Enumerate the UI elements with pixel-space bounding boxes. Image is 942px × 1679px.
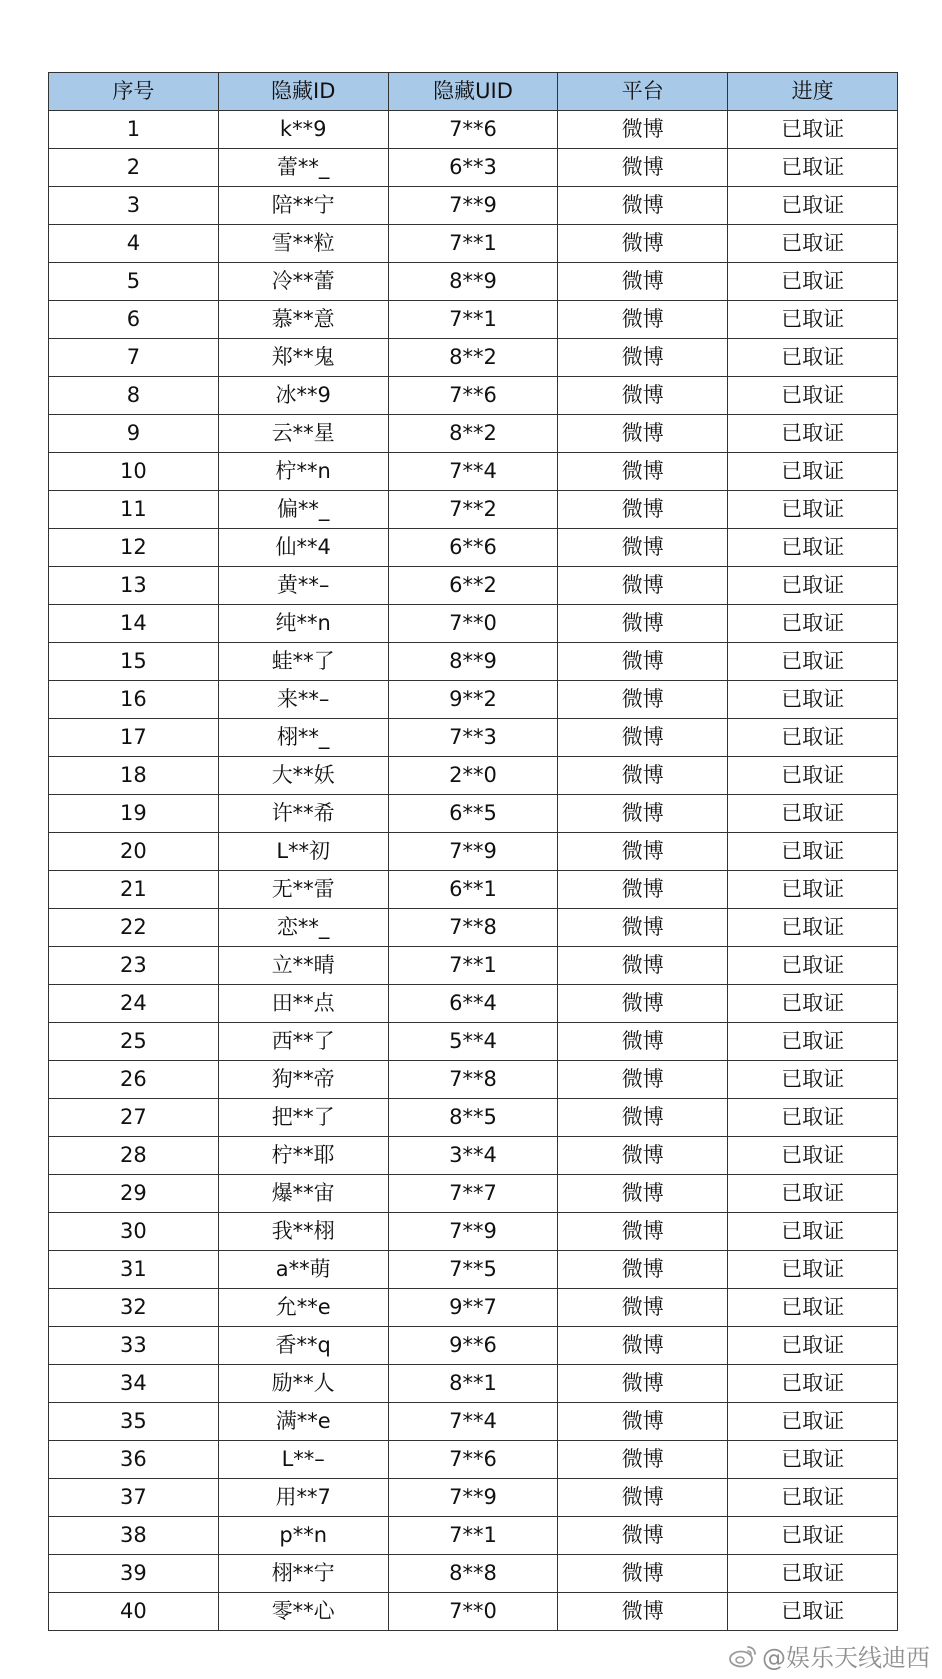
- table-row: [49, 453, 898, 491]
- cell-hidden-id: 励**人: [218, 1365, 388, 1403]
- table-row: [49, 1365, 898, 1403]
- cell-index: 30: [49, 1213, 219, 1251]
- cell-index: 34: [49, 1365, 219, 1403]
- cell-index: 8: [49, 377, 219, 415]
- cell-hidden-id: 西**了: [218, 1023, 388, 1061]
- cell-hidden-uid: 7**4: [388, 1403, 558, 1441]
- table-row: [49, 1479, 898, 1517]
- cell-index: 18: [49, 757, 219, 795]
- cell-hidden-id: 许**希: [218, 795, 388, 833]
- cell-progress: 已取证: [728, 1289, 898, 1327]
- cell-hidden-uid: 7**9: [388, 187, 558, 225]
- cell-hidden-uid: 8**2: [388, 339, 558, 377]
- cell-hidden-id: 满**e: [218, 1403, 388, 1441]
- cell-platform: 微博: [558, 909, 728, 947]
- table-row: [49, 1517, 898, 1555]
- header-platform: 平台: [558, 73, 728, 111]
- cell-platform: 微博: [558, 1593, 728, 1631]
- cell-index: 5: [49, 263, 219, 301]
- cell-index: 29: [49, 1175, 219, 1213]
- cell-hidden-uid: 8**9: [388, 643, 558, 681]
- cell-index: 1: [49, 111, 219, 149]
- cell-platform: 微博: [558, 1441, 728, 1479]
- cell-index: 28: [49, 1137, 219, 1175]
- cell-index: 17: [49, 719, 219, 757]
- table-row: [49, 1023, 898, 1061]
- table-row: [49, 225, 898, 263]
- cell-progress: 已取证: [728, 1593, 898, 1631]
- cell-progress: 已取证: [728, 795, 898, 833]
- cell-progress: 已取证: [728, 1023, 898, 1061]
- cell-index: 12: [49, 529, 219, 567]
- table-row: [49, 301, 898, 339]
- cell-progress: 已取证: [728, 1365, 898, 1403]
- cell-hidden-uid: 8**2: [388, 415, 558, 453]
- cell-hidden-id: 用**7: [218, 1479, 388, 1517]
- cell-platform: 微博: [558, 415, 728, 453]
- table-row: [49, 491, 898, 529]
- table-row: [49, 1403, 898, 1441]
- cell-progress: 已取证: [728, 415, 898, 453]
- cell-platform: 微博: [558, 1137, 728, 1175]
- cell-index: 15: [49, 643, 219, 681]
- cell-hidden-uid: 7**2: [388, 491, 558, 529]
- cell-progress: 已取证: [728, 1327, 898, 1365]
- cell-hidden-uid: 7**3: [388, 719, 558, 757]
- cell-progress: 已取证: [728, 377, 898, 415]
- cell-hidden-uid: 7**9: [388, 1479, 558, 1517]
- cell-index: 3: [49, 187, 219, 225]
- cell-platform: 微博: [558, 1365, 728, 1403]
- cell-progress: 已取证: [728, 567, 898, 605]
- cell-platform: 微博: [558, 1327, 728, 1365]
- cell-hidden-uid: 7**1: [388, 225, 558, 263]
- table-row: [49, 1441, 898, 1479]
- cell-hidden-uid: 6**3: [388, 149, 558, 187]
- cell-hidden-uid: 7**0: [388, 1593, 558, 1631]
- cell-hidden-id: 无**雷: [218, 871, 388, 909]
- cell-progress: 已取证: [728, 605, 898, 643]
- cell-hidden-id: L**–: [218, 1441, 388, 1479]
- cell-progress: 已取证: [728, 1251, 898, 1289]
- cell-hidden-uid: 9**6: [388, 1327, 558, 1365]
- table-row: [49, 757, 898, 795]
- cell-hidden-uid: 7**7: [388, 1175, 558, 1213]
- table-row: [49, 909, 898, 947]
- table-row: [49, 833, 898, 871]
- cell-progress: 已取证: [728, 529, 898, 567]
- cell-index: 36: [49, 1441, 219, 1479]
- table-row: [49, 187, 898, 225]
- cell-progress: 已取证: [728, 263, 898, 301]
- cell-hidden-uid: 7**9: [388, 1213, 558, 1251]
- cell-progress: 已取证: [728, 1441, 898, 1479]
- cell-index: 2: [49, 149, 219, 187]
- cell-index: 39: [49, 1555, 219, 1593]
- cell-hidden-uid: 7**1: [388, 947, 558, 985]
- cell-hidden-id: 蕾**_: [218, 149, 388, 187]
- cell-platform: 微博: [558, 605, 728, 643]
- cell-hidden-id: k**9: [218, 111, 388, 149]
- cell-platform: 微博: [558, 1213, 728, 1251]
- cell-hidden-uid: 7**0: [388, 605, 558, 643]
- table-row: [49, 1137, 898, 1175]
- cell-hidden-id: 陪**宁: [218, 187, 388, 225]
- cell-platform: 微博: [558, 871, 728, 909]
- cell-hidden-id: 黄**–: [218, 567, 388, 605]
- cell-index: 35: [49, 1403, 219, 1441]
- cell-hidden-id: 立**晴: [218, 947, 388, 985]
- header-progress: 进度: [728, 73, 898, 111]
- cell-hidden-uid: 6**5: [388, 795, 558, 833]
- table-body: [49, 111, 898, 1631]
- cell-index: 6: [49, 301, 219, 339]
- cell-hidden-id: 蛙**了: [218, 643, 388, 681]
- cell-hidden-id: 栩**宁: [218, 1555, 388, 1593]
- cell-hidden-id: 冰**9: [218, 377, 388, 415]
- cell-index: 10: [49, 453, 219, 491]
- cell-platform: 微博: [558, 149, 728, 187]
- cell-hidden-uid: 6**2: [388, 567, 558, 605]
- cell-index: 27: [49, 1099, 219, 1137]
- cell-progress: 已取证: [728, 187, 898, 225]
- cell-index: 19: [49, 795, 219, 833]
- cell-platform: 微博: [558, 795, 728, 833]
- cell-progress: 已取证: [728, 1175, 898, 1213]
- cell-index: 26: [49, 1061, 219, 1099]
- header-hidden-uid: 隐藏UID: [388, 73, 558, 111]
- cell-hidden-uid: 3**4: [388, 1137, 558, 1175]
- cell-hidden-uid: 8**9: [388, 263, 558, 301]
- cell-hidden-uid: 7**5: [388, 1251, 558, 1289]
- cell-index: 14: [49, 605, 219, 643]
- cell-hidden-uid: 9**7: [388, 1289, 558, 1327]
- header-index: 序号: [49, 73, 219, 111]
- cell-hidden-id: 纯**n: [218, 605, 388, 643]
- cell-platform: 微博: [558, 719, 728, 757]
- cell-progress: 已取证: [728, 1061, 898, 1099]
- cell-index: 4: [49, 225, 219, 263]
- cell-progress: 已取证: [728, 301, 898, 339]
- cell-hidden-uid: 5**4: [388, 1023, 558, 1061]
- cell-hidden-uid: 8**8: [388, 1555, 558, 1593]
- cell-hidden-id: 允**e: [218, 1289, 388, 1327]
- cell-hidden-uid: 6**6: [388, 529, 558, 567]
- cell-platform: 微博: [558, 1479, 728, 1517]
- cell-progress: 已取证: [728, 871, 898, 909]
- cell-progress: 已取证: [728, 339, 898, 377]
- cell-hidden-id: 狗**帝: [218, 1061, 388, 1099]
- cell-progress: 已取证: [728, 111, 898, 149]
- table-row: [49, 985, 898, 1023]
- table-row: [49, 719, 898, 757]
- cell-platform: 微博: [558, 985, 728, 1023]
- cell-index: 40: [49, 1593, 219, 1631]
- header-hidden-id: 隐藏ID: [218, 73, 388, 111]
- table-row: [49, 377, 898, 415]
- cell-hidden-id: 郑**鬼: [218, 339, 388, 377]
- cell-platform: 微博: [558, 225, 728, 263]
- cell-hidden-uid: 7**4: [388, 453, 558, 491]
- cell-hidden-uid: 7**6: [388, 111, 558, 149]
- cell-hidden-uid: 7**9: [388, 833, 558, 871]
- table-row: [49, 1593, 898, 1631]
- cell-index: 13: [49, 567, 219, 605]
- cell-hidden-uid: 7**6: [388, 1441, 558, 1479]
- table-row: [49, 149, 898, 187]
- cell-platform: 微博: [558, 947, 728, 985]
- cell-platform: 微博: [558, 187, 728, 225]
- cell-progress: 已取证: [728, 453, 898, 491]
- cell-platform: 微博: [558, 263, 728, 301]
- watermark: [728, 1638, 930, 1673]
- cell-platform: 微博: [558, 1555, 728, 1593]
- cell-hidden-id: 冷**蕾: [218, 263, 388, 301]
- cell-progress: 已取证: [728, 1099, 898, 1137]
- cell-progress: 已取证: [728, 1479, 898, 1517]
- cell-platform: 微博: [558, 529, 728, 567]
- cell-hidden-uid: 6**4: [388, 985, 558, 1023]
- cell-progress: 已取证: [728, 225, 898, 263]
- table-row: [49, 871, 898, 909]
- cell-hidden-id: 栩**_: [218, 719, 388, 757]
- cell-hidden-id: a**萌: [218, 1251, 388, 1289]
- cell-platform: 微博: [558, 1061, 728, 1099]
- table-row: [49, 339, 898, 377]
- cell-platform: 微博: [558, 1251, 728, 1289]
- cell-index: 38: [49, 1517, 219, 1555]
- cell-progress: 已取证: [728, 719, 898, 757]
- table-row: [49, 643, 898, 681]
- cell-hidden-id: 云**星: [218, 415, 388, 453]
- cell-index: 16: [49, 681, 219, 719]
- cell-platform: 微博: [558, 567, 728, 605]
- cell-platform: 微博: [558, 1517, 728, 1555]
- table-row: [49, 1251, 898, 1289]
- cell-platform: 微博: [558, 491, 728, 529]
- cell-platform: 微博: [558, 1099, 728, 1137]
- cell-hidden-id: 柠**耶: [218, 1137, 388, 1175]
- table-row: [49, 681, 898, 719]
- cell-index: 37: [49, 1479, 219, 1517]
- cell-progress: 已取证: [728, 681, 898, 719]
- table-row: [49, 1555, 898, 1593]
- cell-hidden-id: 雪**粒: [218, 225, 388, 263]
- table-row: [49, 529, 898, 567]
- cell-hidden-id: p**n: [218, 1517, 388, 1555]
- cell-progress: 已取证: [728, 1403, 898, 1441]
- cell-hidden-uid: 7**8: [388, 1061, 558, 1099]
- cell-hidden-id: 我**栩: [218, 1213, 388, 1251]
- cell-platform: 微博: [558, 1175, 728, 1213]
- table-row: [49, 605, 898, 643]
- cell-progress: 已取证: [728, 757, 898, 795]
- evidence-table-container: [48, 72, 898, 1631]
- cell-platform: 微博: [558, 301, 728, 339]
- cell-platform: 微博: [558, 111, 728, 149]
- table-row: [49, 1289, 898, 1327]
- cell-hidden-id: 田**点: [218, 985, 388, 1023]
- cell-hidden-uid: 9**2: [388, 681, 558, 719]
- cell-hidden-uid: 7**1: [388, 301, 558, 339]
- cell-index: 20: [49, 833, 219, 871]
- cell-hidden-id: 把**了: [218, 1099, 388, 1137]
- cell-hidden-id: 来**–: [218, 681, 388, 719]
- cell-hidden-uid: 7**1: [388, 1517, 558, 1555]
- cell-progress: 已取证: [728, 1555, 898, 1593]
- table-row: [49, 1099, 898, 1137]
- cell-hidden-id: 慕**意: [218, 301, 388, 339]
- cell-platform: 微博: [558, 681, 728, 719]
- cell-hidden-uid: 6**1: [388, 871, 558, 909]
- cell-index: 9: [49, 415, 219, 453]
- cell-hidden-id: 大**妖: [218, 757, 388, 795]
- cell-index: 23: [49, 947, 219, 985]
- cell-hidden-id: 恋**_: [218, 909, 388, 947]
- cell-platform: 微博: [558, 377, 728, 415]
- cell-platform: 微博: [558, 757, 728, 795]
- cell-progress: 已取证: [728, 491, 898, 529]
- table-row: [49, 1061, 898, 1099]
- header-row: [49, 73, 898, 111]
- cell-progress: 已取证: [728, 149, 898, 187]
- cell-hidden-id: 零**心: [218, 1593, 388, 1631]
- cell-progress: 已取证: [728, 643, 898, 681]
- cell-hidden-id: 偏**_: [218, 491, 388, 529]
- table-row: [49, 795, 898, 833]
- cell-hidden-id: 爆**宙: [218, 1175, 388, 1213]
- cell-progress: 已取证: [728, 909, 898, 947]
- cell-index: 11: [49, 491, 219, 529]
- cell-progress: 已取证: [728, 985, 898, 1023]
- table-row: [49, 1327, 898, 1365]
- table-row: [49, 947, 898, 985]
- weibo-icon: [728, 1644, 758, 1668]
- cell-progress: 已取证: [728, 1517, 898, 1555]
- cell-hidden-uid: 7**8: [388, 909, 558, 947]
- cell-platform: 微博: [558, 1289, 728, 1327]
- cell-platform: 微博: [558, 833, 728, 871]
- cell-platform: 微博: [558, 1023, 728, 1061]
- cell-hidden-uid: 8**1: [388, 1365, 558, 1403]
- cell-platform: 微博: [558, 453, 728, 491]
- watermark-text: @娱乐天线迪西: [762, 1644, 930, 1672]
- table-row: [49, 1175, 898, 1213]
- cell-hidden-id: 仙**4: [218, 529, 388, 567]
- evidence-table: [48, 72, 898, 1631]
- cell-index: 21: [49, 871, 219, 909]
- cell-progress: 已取证: [728, 833, 898, 871]
- cell-progress: 已取证: [728, 1213, 898, 1251]
- table-row: [49, 111, 898, 149]
- cell-platform: 微博: [558, 643, 728, 681]
- cell-index: 31: [49, 1251, 219, 1289]
- cell-hidden-id: 柠**n: [218, 453, 388, 491]
- table-row: [49, 415, 898, 453]
- cell-progress: 已取证: [728, 1137, 898, 1175]
- cell-index: 33: [49, 1327, 219, 1365]
- cell-index: 32: [49, 1289, 219, 1327]
- table-header: [49, 73, 898, 111]
- cell-progress: 已取证: [728, 947, 898, 985]
- cell-hidden-id: L**初: [218, 833, 388, 871]
- cell-hidden-id: 香**q: [218, 1327, 388, 1365]
- table-row: [49, 263, 898, 301]
- cell-index: 25: [49, 1023, 219, 1061]
- cell-hidden-uid: 7**6: [388, 377, 558, 415]
- cell-index: 7: [49, 339, 219, 377]
- table-row: [49, 567, 898, 605]
- cell-index: 24: [49, 985, 219, 1023]
- cell-platform: 微博: [558, 339, 728, 377]
- cell-platform: 微博: [558, 1403, 728, 1441]
- cell-hidden-uid: 2**0: [388, 757, 558, 795]
- cell-hidden-uid: 8**5: [388, 1099, 558, 1137]
- cell-index: 22: [49, 909, 219, 947]
- table-row: [49, 1213, 898, 1251]
